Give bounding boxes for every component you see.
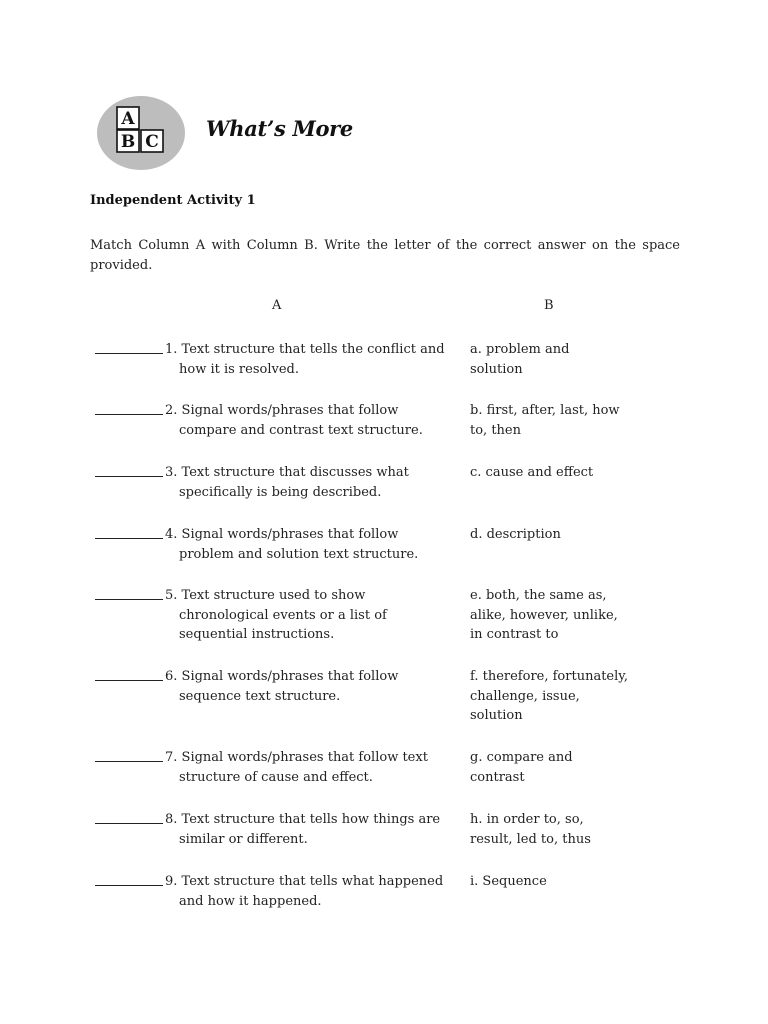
question-line-first bbox=[165, 810, 465, 830]
answer-line: in contrast to bbox=[470, 627, 559, 642]
answer-choice bbox=[470, 401, 645, 440]
question-line-text: Signal words/phrases that follow bbox=[181, 669, 399, 684]
item-number: 3. bbox=[165, 465, 182, 480]
question-line-text: Signal words/phrases that follow bbox=[181, 527, 399, 542]
item-number: 5. bbox=[165, 588, 182, 603]
question-text bbox=[165, 525, 465, 564]
answer-line: c. cause and effect bbox=[470, 465, 594, 480]
item-number: 7. bbox=[165, 750, 182, 765]
answer-blank[interactable] bbox=[95, 810, 163, 824]
item-number: 9. bbox=[165, 874, 182, 889]
matching-item bbox=[95, 748, 695, 785]
abc-blocks-logo bbox=[96, 95, 186, 171]
question-text bbox=[165, 667, 465, 706]
question-line: specifically is being described. bbox=[179, 484, 382, 500]
answer-blank[interactable] bbox=[95, 586, 163, 600]
logo-letter-a: A bbox=[121, 109, 135, 129]
answer-line: to, then bbox=[470, 422, 521, 438]
question-line-text: Signal words/phrases that follow bbox=[181, 403, 399, 418]
question-text bbox=[165, 810, 465, 849]
column-a-header: A bbox=[272, 298, 282, 313]
answer-blank[interactable] bbox=[95, 748, 163, 762]
answer-choice bbox=[470, 810, 645, 849]
question-line: problem and solution text structure. bbox=[179, 546, 419, 562]
question-text bbox=[165, 586, 465, 645]
question-text bbox=[165, 872, 465, 911]
instructions: Match Column A with Column B. Write the letter of the correct answer on the space provided. bbox=[90, 238, 680, 273]
question-line-first bbox=[165, 463, 465, 483]
question-line: structure of cause and effect. bbox=[179, 769, 373, 785]
question-line-text: Signal words/phrases that follow text bbox=[181, 750, 428, 765]
question-text bbox=[165, 401, 465, 440]
question-text bbox=[165, 748, 465, 787]
answer-blank[interactable] bbox=[95, 401, 163, 415]
logo-letter-c: C bbox=[145, 132, 159, 152]
question-text bbox=[165, 340, 465, 379]
item-number: 6. bbox=[165, 669, 182, 684]
question-line-first bbox=[165, 872, 465, 892]
question-line-text: Text structure that tells the conflict and bbox=[181, 342, 445, 357]
question-line-text: Text structure used to show bbox=[181, 588, 366, 603]
answer-blank[interactable] bbox=[95, 667, 163, 681]
answer-choice bbox=[470, 667, 645, 726]
item-number: 8. bbox=[165, 812, 182, 827]
answer-line: contrast bbox=[470, 769, 525, 785]
answer-line: f. therefore, fortunately, bbox=[470, 669, 629, 684]
column-b-header: B bbox=[544, 298, 554, 313]
question-line: similar or different. bbox=[179, 831, 308, 847]
item-number: 1. bbox=[165, 342, 182, 357]
question-line-first bbox=[165, 667, 465, 687]
answer-choice bbox=[470, 463, 645, 483]
question-line: sequence text structure. bbox=[179, 688, 341, 704]
answer-line: h. in order to, so, bbox=[470, 812, 584, 827]
question-line-first bbox=[165, 340, 465, 360]
item-number: 4. bbox=[165, 527, 182, 542]
question-line: compare and contrast text structure. bbox=[179, 422, 423, 438]
question-line-text: Text structure that tells what happened bbox=[181, 874, 444, 889]
question-line-first bbox=[165, 586, 465, 606]
answer-blank[interactable] bbox=[95, 463, 163, 477]
section-title: What’s More bbox=[206, 116, 353, 141]
activity-title: Independent Activity 1 bbox=[90, 193, 256, 208]
answer-choice bbox=[470, 525, 645, 545]
question-line-first bbox=[165, 401, 465, 421]
answer-line: a. problem and bbox=[470, 342, 570, 357]
answer-choice bbox=[470, 340, 645, 379]
item-number: 2. bbox=[165, 403, 182, 418]
answer-line: solution bbox=[470, 708, 523, 723]
answer-line: alike, however, unlike, bbox=[470, 607, 618, 623]
question-line-text: Text structure that tells how things are bbox=[181, 812, 441, 827]
answer-choice bbox=[470, 586, 645, 645]
answer-line: e. both, the same as, bbox=[470, 588, 607, 603]
matching-item bbox=[95, 667, 695, 723]
answer-line: g. compare and bbox=[470, 750, 573, 765]
answer-blank[interactable] bbox=[95, 340, 163, 354]
matching-item bbox=[95, 401, 695, 438]
question-line: chronological events or a list of bbox=[179, 607, 387, 623]
question-line-first bbox=[165, 748, 465, 768]
answer-blank[interactable] bbox=[95, 872, 163, 886]
answer-line: d. description bbox=[470, 527, 561, 542]
answer-choice bbox=[470, 872, 645, 892]
answer-line: i. Sequence bbox=[470, 874, 547, 889]
answer-choice bbox=[470, 748, 645, 787]
question-line: and how it happened. bbox=[179, 893, 322, 909]
matching-item bbox=[95, 872, 695, 909]
answer-line: challenge, issue, bbox=[470, 688, 580, 704]
question-line: how it is resolved. bbox=[179, 361, 299, 377]
question-line: sequential instructions. bbox=[179, 627, 335, 642]
question-text bbox=[165, 463, 465, 502]
matching-item bbox=[95, 340, 695, 377]
logo-letter-b: B bbox=[120, 132, 136, 152]
answer-line: b. first, after, last, how bbox=[470, 403, 620, 418]
answer-line: solution bbox=[470, 361, 523, 377]
matching-item bbox=[95, 810, 695, 847]
answer-blank[interactable] bbox=[95, 525, 163, 539]
matching-item bbox=[95, 463, 695, 500]
matching-item bbox=[95, 525, 695, 562]
question-line-text: Text structure that discusses what bbox=[181, 465, 409, 480]
answer-line: result, led to, thus bbox=[470, 831, 591, 847]
question-line-first bbox=[165, 525, 465, 545]
matching-item bbox=[95, 586, 695, 642]
